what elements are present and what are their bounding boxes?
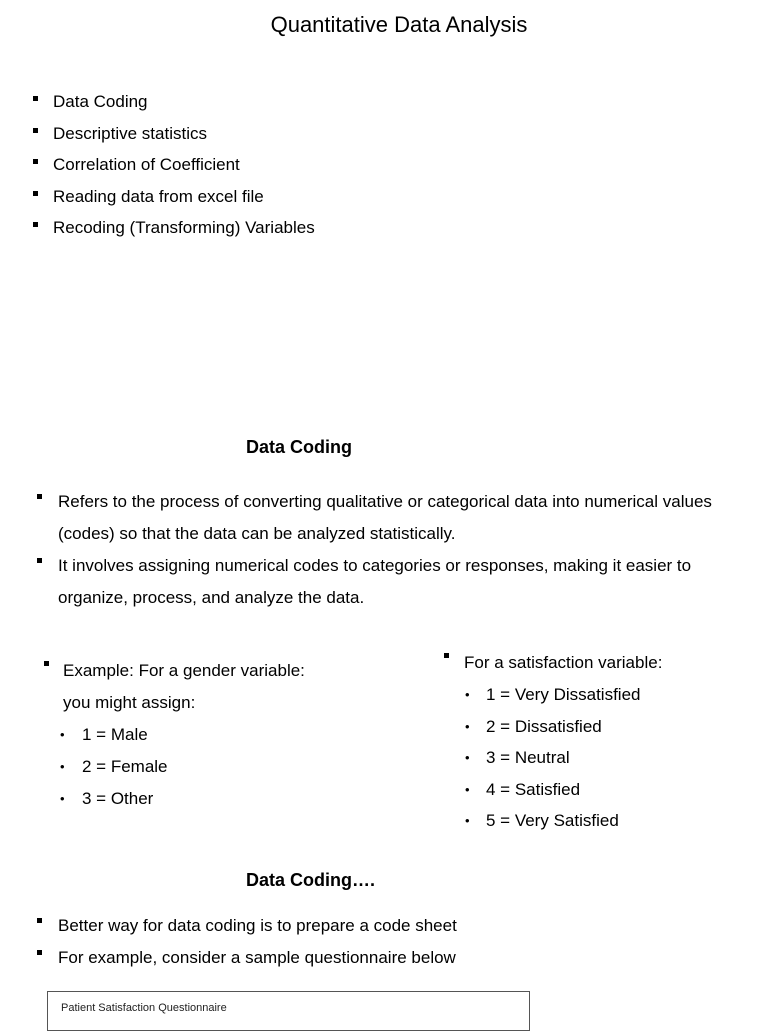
page-title: Quantitative Data Analysis <box>270 12 528 37</box>
satisfaction-code-item: • 4 = Satisfied <box>486 774 662 806</box>
satisfaction-code-item: • 2 = Dissatisfied <box>486 711 662 743</box>
data-coding-cont-points <box>58 910 457 974</box>
topic-item: Data Coding <box>53 91 315 123</box>
topic-item: Correlation of Coefficient <box>53 154 315 186</box>
data-coding-cont-heading: Data Coding…. <box>246 870 375 890</box>
satisfaction-codes-list <box>486 679 662 837</box>
gender-code-item: • 2 = Female <box>82 751 305 783</box>
topics-list <box>53 91 315 249</box>
data-coding-points <box>58 486 758 614</box>
satisfaction-code-item: • 3 = Neutral <box>486 742 662 774</box>
satisfaction-example <box>464 647 662 837</box>
gender-example-line2: you might assign: <box>63 693 196 712</box>
data-coding-point: It involves assigning numerical codes to categories or responses, making it easier to organize, process, and analyze the data. <box>58 550 758 614</box>
gender-example <box>63 655 305 815</box>
data-coding-heading: Data Coding <box>246 437 352 457</box>
gender-code-item: • 3 = Other <box>82 783 305 815</box>
data-coding-point: Refers to the process of converting qualitative or categorical data into numerical values (codes) so that the data can be analyzed statistically. <box>58 486 758 550</box>
data-coding-cont-point: Better way for data coding is to prepare a code sheet <box>58 910 457 942</box>
gender-codes-list <box>82 719 305 815</box>
satisfaction-code-item: • 1 = Very Dissatisfied <box>486 679 662 711</box>
topic-item: Reading data from excel file <box>53 186 315 218</box>
data-coding-cont-point: For example, consider a sample questionnaire below <box>58 942 457 974</box>
questionnaire-title: Patient Satisfaction Questionnaire <box>61 1002 227 1014</box>
topic-item: Recoding (Transforming) Variables <box>53 217 315 249</box>
gender-example-lead <box>63 655 305 719</box>
topic-item: Descriptive statistics <box>53 123 315 155</box>
satisfaction-example-lead: For a satisfaction variable: <box>464 647 662 679</box>
gender-code-item: • 1 = Male <box>82 719 305 751</box>
questionnaire-preview <box>47 991 530 1031</box>
gender-example-line1: Example: For a gender variable: <box>63 661 305 680</box>
satisfaction-code-item: • 5 = Very Satisfied <box>486 805 662 837</box>
